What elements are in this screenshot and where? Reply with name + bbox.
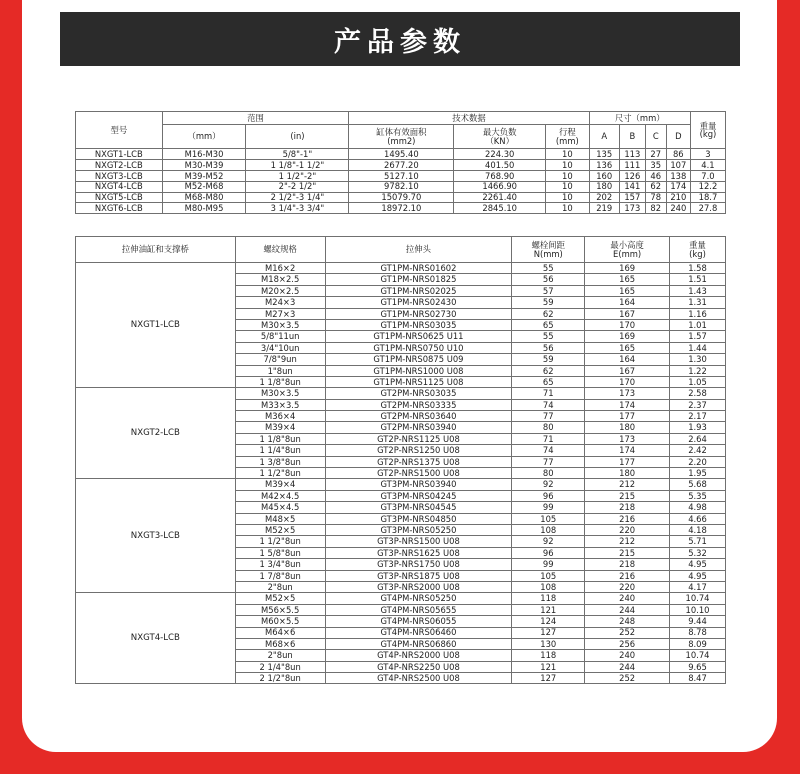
table-cell: GT1PM-NRS01825: [325, 274, 512, 285]
table-cell: 256: [585, 638, 670, 649]
table-cell: 2 1/2"-3 1/4": [246, 192, 349, 203]
header-dimensions: 尺寸（mm）: [589, 112, 690, 125]
table-cell: 167: [585, 365, 670, 376]
table-cell: 1.57: [670, 331, 726, 342]
table-cell: M33×3.5: [235, 399, 325, 410]
table-cell: 1 1/8"8un: [235, 376, 325, 387]
header-max-load: 最大负数 （KN）: [454, 125, 546, 149]
table-cell: 62: [512, 308, 585, 319]
table-cell: 1 1/4"8un: [235, 445, 325, 456]
table-cell: GT1PM-NRS01602: [325, 263, 512, 274]
table-cell: 4.66: [670, 513, 726, 524]
table-cell: 170: [585, 319, 670, 330]
table-cell: 80: [512, 468, 585, 479]
table-cell: 74: [512, 399, 585, 410]
table-cell: 1 1/2"8un: [235, 536, 325, 547]
table-cell: NXGT5-LCB: [76, 192, 163, 203]
table-cell: M68×6: [235, 638, 325, 649]
table-cell: 1 1/8"-1 1/2": [246, 159, 349, 170]
table-cell: 1.01: [670, 319, 726, 330]
table-cell: 27.8: [690, 203, 725, 214]
table-cell: M52×5: [235, 524, 325, 535]
table-cell: M39×4: [235, 479, 325, 490]
table-cell: 5/8"-1": [246, 149, 349, 160]
table-cell: M24×3: [235, 297, 325, 308]
table-cell: 216: [585, 570, 670, 581]
table-cell: M64×6: [235, 627, 325, 638]
table-cell: 7/8"9un: [235, 354, 325, 365]
table-cell: 157: [619, 192, 645, 203]
table-cell: 2.58: [670, 388, 726, 399]
table-row: [76, 192, 726, 203]
table-cell: 2"-2 1/2": [246, 181, 349, 192]
table-cell: 240: [585, 650, 670, 661]
table-cell: M30×3.5: [235, 319, 325, 330]
table-cell: 96: [512, 490, 585, 501]
table-cell: M60×5.5: [235, 616, 325, 627]
table-cell: 164: [585, 354, 670, 365]
spec-table-detail: [75, 236, 726, 684]
table-cell: GT3P-NRS1750 U08: [325, 559, 512, 570]
table-cell: 224.30: [454, 149, 546, 160]
table-cell: M52-M68: [162, 181, 246, 192]
table-cell: 10.74: [670, 650, 726, 661]
table-cell: 3: [690, 149, 725, 160]
table-cell: M39×4: [235, 422, 325, 433]
table-cell: NXGT3-LCB: [76, 170, 163, 181]
table-cell: GT3PM-NRS03940: [325, 479, 512, 490]
table-cell: M48×5: [235, 513, 325, 524]
table-cell: 177: [585, 456, 670, 467]
table-cell: 252: [585, 673, 670, 684]
table-cell: 10.74: [670, 593, 726, 604]
table-cell: 4.98: [670, 502, 726, 513]
table-cell: M30×3.5: [235, 388, 325, 399]
table-cell: GT1PM-NRS1000 U08: [325, 365, 512, 376]
table-cell: 4.1: [690, 159, 725, 170]
table-cell: 8.47: [670, 673, 726, 684]
table-cell: GT4P-NRS2000 U08: [325, 650, 512, 661]
table-cell: 5127.10: [349, 170, 454, 181]
table-cell: GT3P-NRS2000 U08: [325, 581, 512, 592]
table-cell: GT3PM-NRS04245: [325, 490, 512, 501]
table-cell: 5.71: [670, 536, 726, 547]
table-cell: GT4P-NRS2250 U08: [325, 661, 512, 672]
table-cell: 164: [585, 297, 670, 308]
table-cell: 174: [585, 445, 670, 456]
table-cell: GT2PM-NRS03940: [325, 422, 512, 433]
table-cell: M36×4: [235, 411, 325, 422]
table-cell: GT1PM-NRS0875 U09: [325, 354, 512, 365]
table-cell: NXGT2-LCB: [76, 159, 163, 170]
table-cell: 180: [585, 468, 670, 479]
table-cell: 127: [512, 627, 585, 638]
table-cell: M52×5: [235, 593, 325, 604]
table-cell: 111: [619, 159, 645, 170]
table-row: [76, 388, 726, 399]
table-cell: 1.58: [670, 263, 726, 274]
table-cell: 2.42: [670, 445, 726, 456]
table-cell: 8.09: [670, 638, 726, 649]
table-cell: 135: [589, 149, 619, 160]
table-cell: M42×4.5: [235, 490, 325, 501]
table-cell: 3 1/4"-3 3/4": [246, 203, 349, 214]
table-cell: 2677.20: [349, 159, 454, 170]
table-cell: GT1PM-NRS02430: [325, 297, 512, 308]
header-b: B: [619, 125, 645, 149]
page-title: 产品参数: [60, 12, 740, 66]
table-cell: GT2P-NRS1125 U08: [325, 433, 512, 444]
table-cell: 3/4"10un: [235, 342, 325, 353]
table-cell: 1.51: [670, 274, 726, 285]
table-cell: 57: [512, 285, 585, 296]
table-row: [76, 181, 726, 192]
table-row: [76, 170, 726, 181]
table-cell: 96: [512, 547, 585, 558]
table-cell: GT4P-NRS2500 U08: [325, 673, 512, 684]
table-cell: 165: [585, 285, 670, 296]
table-cell: 165: [585, 342, 670, 353]
table-cell: M27×3: [235, 308, 325, 319]
table-cell: 248: [585, 616, 670, 627]
table-cell: 768.90: [454, 170, 546, 181]
header-area: 缸体有效面积 (mm2): [349, 125, 454, 149]
table-cell: 1.16: [670, 308, 726, 319]
table-cell: M56×5.5: [235, 604, 325, 615]
table-cell: GT4PM-NRS06860: [325, 638, 512, 649]
table-cell: 124: [512, 616, 585, 627]
table-cell: 141: [619, 181, 645, 192]
table-cell: GT3PM-NRS05250: [325, 524, 512, 535]
table-cell: 4.95: [670, 559, 726, 570]
table-cell: 65: [512, 319, 585, 330]
table-cell: 10: [546, 159, 589, 170]
table-cell: 62: [512, 365, 585, 376]
header-stroke: 行程 (mm): [546, 125, 589, 149]
table-cell: 1495.40: [349, 149, 454, 160]
table-cell: 55: [512, 331, 585, 342]
table-cell: 4.17: [670, 581, 726, 592]
table-cell: 18972.10: [349, 203, 454, 214]
table-cell: 401.50: [454, 159, 546, 170]
table-cell: M39-M52: [162, 170, 246, 181]
table-cell: 10: [546, 149, 589, 160]
table-cell: 1 7/8"8un: [235, 570, 325, 581]
table-cell: 173: [619, 203, 645, 214]
table-cell: 1.30: [670, 354, 726, 365]
spec-table-main: [75, 111, 726, 214]
table-cell: 240: [666, 203, 690, 214]
table-cell: 99: [512, 502, 585, 513]
table-cell: GT2PM-NRS03035: [325, 388, 512, 399]
table-cell: M18×2.5: [235, 274, 325, 285]
table-cell: GT3PM-NRS04850: [325, 513, 512, 524]
table-cell: 5.32: [670, 547, 726, 558]
table-cell: 1.93: [670, 422, 726, 433]
table-cell: 77: [512, 456, 585, 467]
table-cell: 138: [666, 170, 690, 181]
table-cell: M30-M39: [162, 159, 246, 170]
table-cell: 15079.70: [349, 192, 454, 203]
table-cell: 65: [512, 376, 585, 387]
header-in: (in): [246, 125, 349, 149]
table-cell: GT3P-NRS1500 U08: [325, 536, 512, 547]
table-cell: 82: [645, 203, 666, 214]
table-cell: 202: [589, 192, 619, 203]
table-cell: M16-M30: [162, 149, 246, 160]
table-cell: 215: [585, 490, 670, 501]
header-model: 型号: [76, 112, 163, 149]
table-cell: 86: [666, 149, 690, 160]
table-cell: 180: [589, 181, 619, 192]
table-cell: 107: [666, 159, 690, 170]
table-cell: 2.17: [670, 411, 726, 422]
table-cell: 92: [512, 479, 585, 490]
table-cell: 216: [585, 513, 670, 524]
table-cell: GT1PM-NRS02025: [325, 285, 512, 296]
table-cell: 180: [585, 422, 670, 433]
table-cell: 1 5/8"8un: [235, 547, 325, 558]
table-cell: 59: [512, 297, 585, 308]
table-cell: 2261.40: [454, 192, 546, 203]
table-cell: 2 1/2"8un: [235, 673, 325, 684]
table-cell: GT2P-NRS1250 U08: [325, 445, 512, 456]
table-row: [76, 263, 726, 274]
table-cell: 105: [512, 570, 585, 581]
table-cell: 177: [585, 411, 670, 422]
table-cell: 105: [512, 513, 585, 524]
table-cell: 220: [585, 524, 670, 535]
table-cell: 1.05: [670, 376, 726, 387]
table-cell: 252: [585, 627, 670, 638]
table-cell: 167: [585, 308, 670, 319]
header-bolt-spacing: 螺栓间距 N(mm): [512, 237, 585, 263]
table-cell: 9782.10: [349, 181, 454, 192]
table-cell: 18.7: [690, 192, 725, 203]
table-cell: 5.35: [670, 490, 726, 501]
table-row: [76, 149, 726, 160]
table-cell: 99: [512, 559, 585, 570]
table-cell: 7.0: [690, 170, 725, 181]
header-puller: 拉伸头: [325, 237, 512, 263]
group-model: NXGT1-LCB: [76, 263, 236, 388]
table-cell: GT3PM-NRS04545: [325, 502, 512, 513]
table-cell: 173: [585, 388, 670, 399]
table-cell: 4.95: [670, 570, 726, 581]
table-cell: GT1PM-NRS02730: [325, 308, 512, 319]
table-cell: 174: [666, 181, 690, 192]
table-cell: 2"8un: [235, 650, 325, 661]
table-row: [76, 159, 726, 170]
table-cell: 165: [585, 274, 670, 285]
table-cell: 56: [512, 274, 585, 285]
table-cell: 215: [585, 547, 670, 558]
cutoff-footnote: [75, 719, 726, 725]
table-cell: 71: [512, 388, 585, 399]
table-cell: M16×2: [235, 263, 325, 274]
table-cell: 1 3/8"8un: [235, 456, 325, 467]
table-cell: 2 1/4"8un: [235, 661, 325, 672]
table-row: [76, 593, 726, 604]
table-cell: 10: [546, 203, 589, 214]
table-cell: 10: [546, 192, 589, 203]
table-cell: M45×4.5: [235, 502, 325, 513]
table-row: [76, 479, 726, 490]
table-cell: 244: [585, 661, 670, 672]
table-cell: GT2P-NRS1500 U08: [325, 468, 512, 479]
table-cell: 244: [585, 604, 670, 615]
table-cell: GT2PM-NRS03335: [325, 399, 512, 410]
table-cell: GT2P-NRS1375 U08: [325, 456, 512, 467]
table-cell: 212: [585, 479, 670, 490]
table-cell: GT3P-NRS1625 U08: [325, 547, 512, 558]
table-cell: 1 1/8"8un: [235, 433, 325, 444]
table-cell: 1466.90: [454, 181, 546, 192]
table-cell: GT4PM-NRS05655: [325, 604, 512, 615]
header-thread: 螺纹规格: [235, 237, 325, 263]
table-cell: 56: [512, 342, 585, 353]
table-cell: 1.43: [670, 285, 726, 296]
table-cell: 1.44: [670, 342, 726, 353]
table-cell: 2845.10: [454, 203, 546, 214]
table-cell: GT2PM-NRS03640: [325, 411, 512, 422]
table-cell: 2.20: [670, 456, 726, 467]
table-cell: 35: [645, 159, 666, 170]
table-cell: 1.95: [670, 468, 726, 479]
group-model: NXGT2-LCB: [76, 388, 236, 479]
table-cell: GT4PM-NRS06460: [325, 627, 512, 638]
table-cell: 220: [585, 581, 670, 592]
table-cell: 121: [512, 604, 585, 615]
table-cell: 1.31: [670, 297, 726, 308]
table-cell: GT1PM-NRS1125 U08: [325, 376, 512, 387]
table-cell: 170: [585, 376, 670, 387]
table-cell: 130: [512, 638, 585, 649]
table-cell: 1 1/2"-2": [246, 170, 349, 181]
table-cell: 71: [512, 433, 585, 444]
group-model: NXGT3-LCB: [76, 479, 236, 593]
table-cell: GT4PM-NRS06055: [325, 616, 512, 627]
table-cell: 126: [619, 170, 645, 181]
group-model: NXGT4-LCB: [76, 593, 236, 684]
table-cell: 108: [512, 581, 585, 592]
table-cell: 62: [645, 181, 666, 192]
table-cell: 108: [512, 524, 585, 535]
table-cell: 55: [512, 263, 585, 274]
table-cell: GT1PM-NRS0750 U10: [325, 342, 512, 353]
table-cell: 169: [585, 263, 670, 274]
table-cell: 1"8un: [235, 365, 325, 376]
table-cell: 218: [585, 559, 670, 570]
table-cell: 9.65: [670, 661, 726, 672]
table-cell: 174: [585, 399, 670, 410]
table-cell: 160: [589, 170, 619, 181]
table-cell: 127: [512, 673, 585, 684]
table-cell: 78: [645, 192, 666, 203]
table-cell: 210: [666, 192, 690, 203]
header-mm: （mm）: [162, 125, 246, 149]
table-cell: NXGT6-LCB: [76, 203, 163, 214]
table-cell: 169: [585, 331, 670, 342]
header-min-height: 最小高度 E(mm): [585, 237, 670, 263]
table-cell: 8.78: [670, 627, 726, 638]
table-cell: GT4PM-NRS05250: [325, 593, 512, 604]
table-cell: 92: [512, 536, 585, 547]
table-cell: 2.37: [670, 399, 726, 410]
table-cell: NXGT4-LCB: [76, 181, 163, 192]
table-cell: 1.22: [670, 365, 726, 376]
header-weight-kg: 重量 (kg): [670, 237, 726, 263]
table-cell: 219: [589, 203, 619, 214]
table-cell: 59: [512, 354, 585, 365]
table-cell: 212: [585, 536, 670, 547]
table-cell: 5.68: [670, 479, 726, 490]
table-cell: 9.44: [670, 616, 726, 627]
table-cell: 74: [512, 445, 585, 456]
table-cell: 136: [589, 159, 619, 170]
table-cell: 10: [546, 170, 589, 181]
table-cell: 46: [645, 170, 666, 181]
header-tech-data: 技术数据: [349, 112, 589, 125]
table-cell: NXGT1-LCB: [76, 149, 163, 160]
table-cell: 12.2: [690, 181, 725, 192]
table-cell: 4.18: [670, 524, 726, 535]
table-cell: 1 1/2"8un: [235, 468, 325, 479]
table-cell: GT1PM-NRS0625 U11: [325, 331, 512, 342]
table-cell: M80-M95: [162, 203, 246, 214]
header-c: C: [645, 125, 666, 149]
table-cell: 240: [585, 593, 670, 604]
table-cell: 77: [512, 411, 585, 422]
table-cell: 80: [512, 422, 585, 433]
header-cylinder: 拉伸油缸和支撑桥: [76, 237, 236, 263]
header-d: D: [666, 125, 690, 149]
table-cell: 10.10: [670, 604, 726, 615]
table-cell: 10: [546, 181, 589, 192]
table-cell: 218: [585, 502, 670, 513]
table-cell: 27: [645, 149, 666, 160]
table-cell: M20×2.5: [235, 285, 325, 296]
header-a: A: [589, 125, 619, 149]
table-cell: 173: [585, 433, 670, 444]
table-cell: GT3P-NRS1875 U08: [325, 570, 512, 581]
table-cell: 1 3/4"8un: [235, 559, 325, 570]
table-cell: 113: [619, 149, 645, 160]
table-cell: 118: [512, 593, 585, 604]
header-range: 范围: [162, 112, 349, 125]
table-cell: GT1PM-NRS03035: [325, 319, 512, 330]
table-cell: 118: [512, 650, 585, 661]
table-row: [76, 203, 726, 214]
header-weight: 重量 (kg): [690, 112, 725, 149]
table-cell: 121: [512, 661, 585, 672]
table-cell: 2"8un: [235, 581, 325, 592]
table-cell: 2.64: [670, 433, 726, 444]
table-cell: M68-M80: [162, 192, 246, 203]
table-cell: 5/8"11un: [235, 331, 325, 342]
